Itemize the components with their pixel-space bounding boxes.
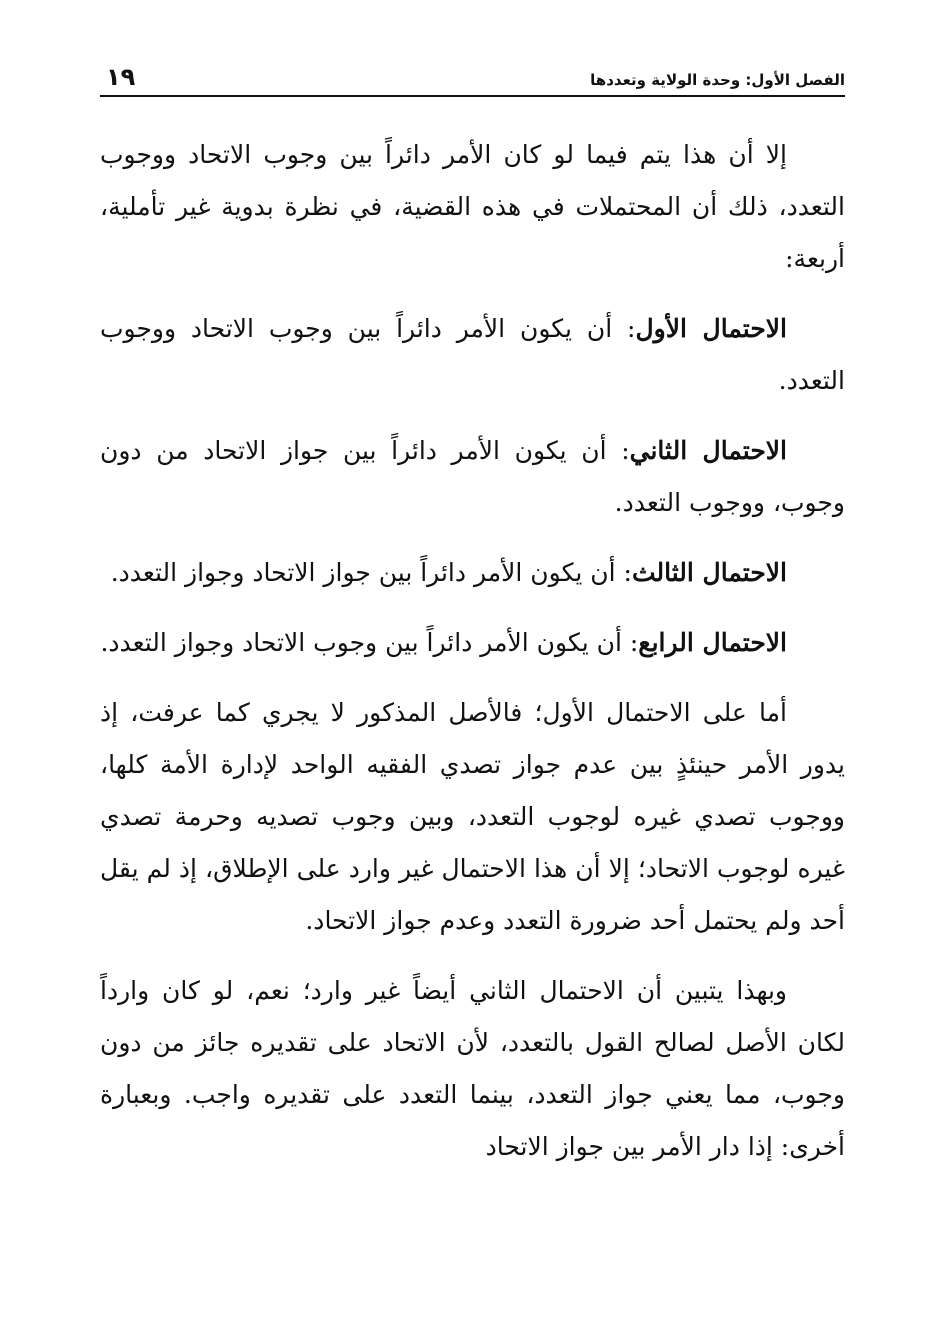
paragraph-text: أما على الاحتمال الأول؛ فالأصل المذكور لا يجري كما عرفت، إذ يدور الأمر حينئذٍ بين عدم جواز تصدي الفقيه الواحد لإدارة الأمة كلها، ووجوب تصدي غيره لوجوب التعدد، وبين وجوب تصديه وحرمة تصدي غيره لوجوب الاتحاد؛ إلا أن هذا الاحتمال غير وارد على الإطلاق، إذ لم يقل أحد ولم يحتمل أحد ضرورة التعدد وعدم جواز الاتحاد. <box>100 698 845 935</box>
body-text <box>100 129 845 1187</box>
paragraph-text: وبهذا يتبين أن الاحتمال الثاني أيضاً غير وارد؛ نعم، لو كان وارداً لكان الأصل لصالح القول بالتعدد، لأن الاتحاد على تقديره جائز من دون وجوب، مما يعني جواز التعدد، بينما التعدد على تقديره واجب. وبعبارة أخرى: إذا دار الأمر بين جواز الاتحاد <box>100 976 845 1161</box>
book-page <box>100 55 845 1285</box>
paragraph-text: : أن يكون الأمر دائراً بين جواز الاتحاد وجواز التعدد. <box>110 558 632 587</box>
possibility-term: الاحتمال الأول <box>635 314 787 343</box>
paragraph-text: إلا أن هذا يتم فيما لو كان الأمر دائراً بين وجوب الاتحاد ووجوب التعدد، ذلك أن المحتملات في هذه القضية، في نظرة بدوية غير تأملية، أربعة: <box>100 140 845 273</box>
paragraph-discussion-2 <box>100 965 845 1173</box>
paragraph-intro <box>100 129 845 285</box>
page-number: ١٩ <box>106 63 136 91</box>
paragraph-text: : أن يكون الأمر دائراً بين جواز الاتحاد من دون وجوب، ووجوب التعدد. <box>100 436 845 517</box>
paragraph-possibility-2 <box>100 425 845 529</box>
paragraph-discussion-1 <box>100 687 845 947</box>
possibility-term: الاحتمال الرابع <box>638 628 787 657</box>
possibility-term: الاحتمال الثاني <box>629 436 787 465</box>
paragraph-text: : أن يكون الأمر دائراً بين وجوب الاتحاد وجواز التعدد. <box>100 628 639 657</box>
running-header <box>100 55 845 97</box>
chapter-title: الفصل الأول: وحدة الولاية وتعددها <box>590 71 845 89</box>
paragraph-possibility-3 <box>100 547 845 599</box>
paragraph-possibility-4 <box>100 617 845 669</box>
paragraph-text: : أن يكون الأمر دائراً بين وجوب الاتحاد ووجوب التعدد. <box>100 314 845 395</box>
possibility-term: الاحتمال الثالث <box>631 558 787 587</box>
paragraph-possibility-1 <box>100 303 845 407</box>
